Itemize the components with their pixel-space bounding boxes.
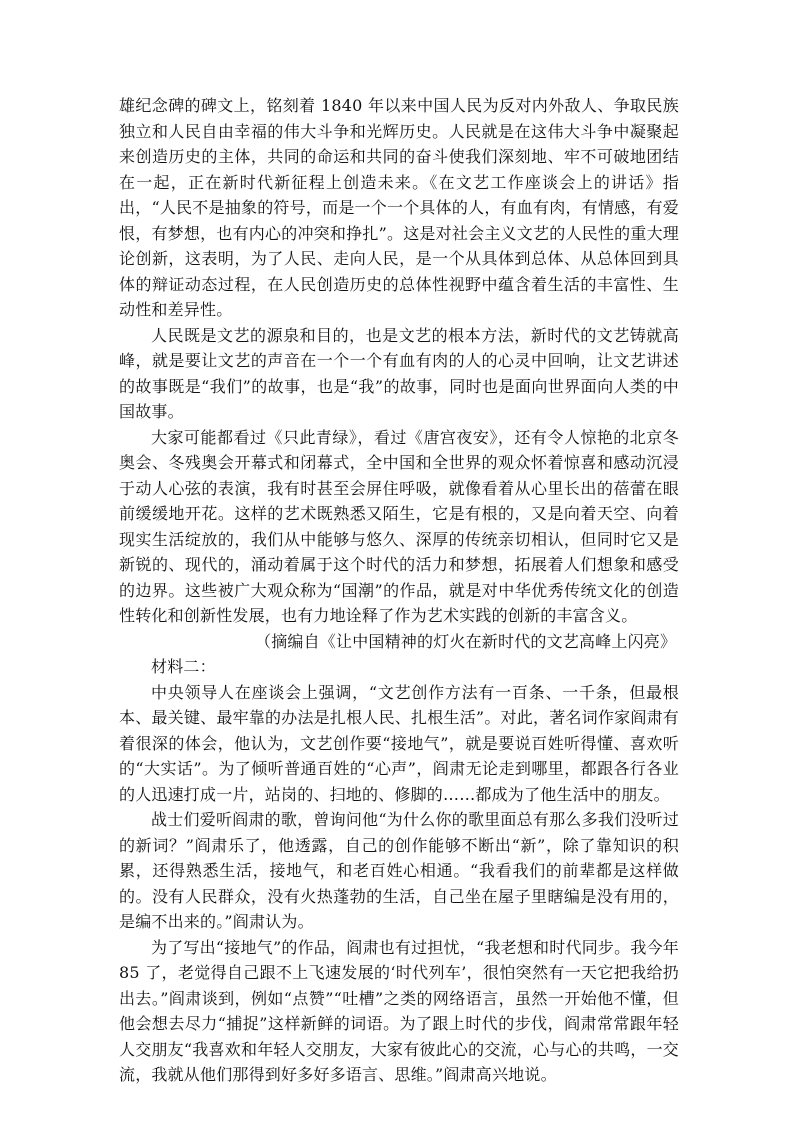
- paragraph: 战士们爱听阎肃的歌，曾询问他“为什么你的歌里面总有那么多我们没听过的新词？”阎肃乐了，他透露，自己的创作能够不断出“新”，除了靠知识的积累，还得熟悉生活，接地气，和老百姓心相通。“我看我们的前辈都是这样做的。没有人民群众，没有火热蓬勃的生活，自己坐在屋子里瞎编是没有用的，是编不出来的。”阎肃认为。: [119, 810, 679, 931]
- article-body: [119, 93, 679, 1088]
- paragraph: 大家可能都看过《只此青绿》，看过《唐宫夜安》，还有令人惊艳的北京冬奥会、冬残奥会开幕式和闭幕式，全中国和全世界的观众怀着惊喜和感动沉浸于动人心弦的表演，我有时甚至会屏住呼吸，就像看着从心里长出的蓓蕾在眼前缓缓地开花。这样的艺术既熟悉又陌生，它是有根的，又是向着天空、向着现实生活绽放的，我们从中能够与悠久、深厚的传统亲切相认，但同时它又是新锐的、现代的，涌动着属于这个时代的活力和梦想，拓展着人们想象和感受的边界。这些被广大观众称为“国潮”的作品，就是对中华优秀传统文化的创造性转化和创新性发展，也有力地诠释了作为艺术实践的创新的丰富含义。: [119, 427, 679, 625]
- paragraph: 雄纪念碑的碑文上，铭刻着 1840 年以来中国人民为反对内外敌人、争取民族独立和人民自由幸福的伟大斗争和光辉历史。人民就是在这伟大斗争中凝聚起来创造历史的主体，共同的命运和共同的奋斗使我们深刻地、牢不可破地团结在一起，正在新时代新征程上创造未来。《在文艺工作座谈会上的讲话》指出，“人民不是抽象的符号，而是一个一个具体的人，有血有肉，有情感，有爱恨，有梦想，也有内心的冲突和挣扎”。这是对社会主义文艺的人民性的重大理论创新，这表明，为了人民、走向人民，是一个从具体到总体、从总体回到具体的辩证动态过程，在人民创造历史的总体性视野中蕴含着生活的丰富性、生动性和差异性。: [119, 96, 679, 319]
- section-heading: 材料二：: [151, 657, 216, 676]
- paragraph: 为了写出“接地气”的作品，阎肃也有过担忧，“我老想和时代同步。我今年 85 了，老觉得自己跟不上飞速发展的‘时代列车’，很怕突然有一天它把我给扔出去。”阎肃谈到，例如“点赞”“吐槽”之类的网络语言，虽然一开始他不懂，但他会想去尽力“捕捉”这样新鲜的词语。为了跟上时代的步伐，阎肃常常跟年轻人交朋友“我喜欢和年轻人交朋友，大家有彼此心的交流，心与心的共鸣，一交流，我就从他们那得到好多好多语言、思维。”阎肃高兴地说。: [119, 937, 679, 1084]
- source-citation: （摘编自《让中国精神的灯火在新时代的文艺高峰上闪亮》: [255, 631, 677, 651]
- paragraph: 人民既是文艺的源泉和目的，也是文艺的根本方法，新时代的文艺铸就高峰，就是要让文艺的声音在一个一个有血有肉的人的心灵中回响，让文艺讲述的故事既是“我们”的故事，也是“我”的故事，同时也是面向世界面向人类的中国故事。: [119, 325, 679, 421]
- paragraph: 中央领导人在座谈会上强调，“文艺创作方法有一百条、一千条，但最根本、最关键、最牢靠的办法是扎根人民、扎根生活”。对此，著名词作家阎肃有着很深的体会，他认为，文艺创作要“接地气”，就是要说百姓听得懂、喜欢听的“大实话”。为了倾听普通百姓的“心声”，阎肃无论走到哪里，都跟各行各业的人迅速打成一片，站岗的、扫地的、修脚的……都成为了他生活中的朋友。: [119, 682, 679, 804]
